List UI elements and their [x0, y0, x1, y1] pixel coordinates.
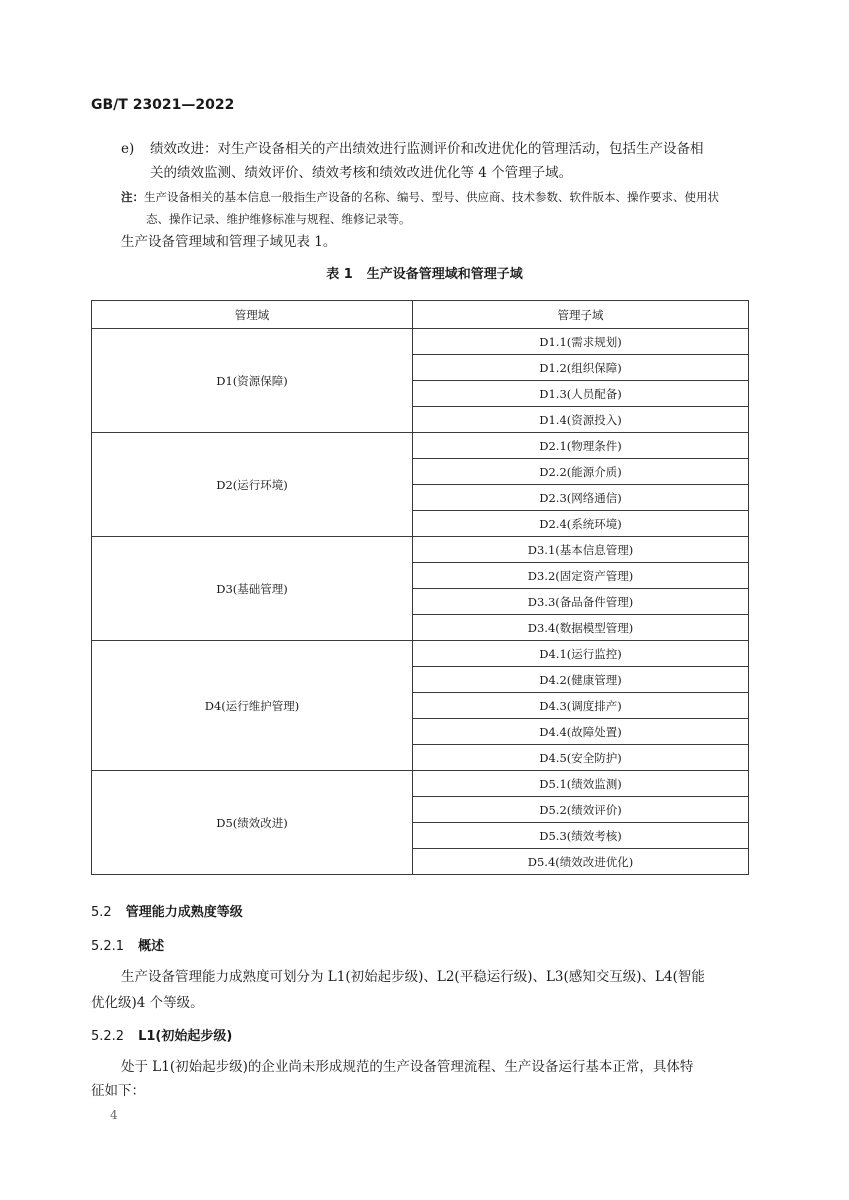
- section-5-2-2-line2: 征如下：: [91, 1083, 145, 1099]
- subdomain-cell: D1.1(需求规划): [413, 329, 749, 355]
- section-title: L1(初始起步级): [138, 1029, 233, 1044]
- col-header-domain: 管理域: [92, 301, 413, 329]
- management-domain-table: [91, 300, 749, 875]
- table-reference: 生产设备管理域和管理子域见表 1。: [121, 234, 337, 250]
- note-text-line1: 生产设备相关的基本信息一般指生产设备的名称、编号、型号、供应商、技术参数、软件版本、操作要求、使用状: [144, 190, 719, 204]
- subdomain-cell: D2.4(系统环境): [413, 511, 749, 537]
- table-row: [92, 433, 749, 459]
- subdomain-cell: D5.1(绩效监测): [413, 771, 749, 797]
- section-5-2-1-line1: 生产设备管理能力成熟度可划分为 L1(初始起步级)、L2(平稳运行级)、L3(感知交互级)、L4(智能: [121, 969, 705, 985]
- section-number: 5.2.2: [91, 1029, 125, 1044]
- note-line1: [121, 186, 719, 208]
- domain-cell-d2: D2(运行环境): [92, 433, 413, 537]
- subdomain-cell: D2.2(能源介质): [413, 459, 749, 485]
- item-e-marker: e): [121, 141, 135, 157]
- item-e-line2: 关的绩效监测、绩效评价、绩效考核和绩效改进优化等 4 个管理子域。: [150, 165, 573, 181]
- table-caption-title: 生产设备管理域和管理子域: [366, 267, 523, 282]
- section-5-2-heading: [91, 901, 243, 920]
- section-title: 管理能力成熟度等级: [125, 905, 243, 920]
- subdomain-cell: D3.4(数据模型管理): [413, 615, 749, 641]
- subdomain-cell: D2.3(网络通信): [413, 485, 749, 511]
- table-header-row: [92, 301, 749, 329]
- subdomain-cell: D3.2(固定资产管理): [413, 563, 749, 589]
- subdomain-cell: D3.1(基本信息管理): [413, 537, 749, 563]
- subdomain-cell: D5.2(绩效评价): [413, 797, 749, 823]
- subdomain-cell: D4.5(安全防护): [413, 745, 749, 771]
- domain-cell-d5: D5(绩效改进): [92, 771, 413, 875]
- subdomain-cell: D4.2(健康管理): [413, 667, 749, 693]
- table-caption-number: 表 1: [326, 267, 353, 282]
- subdomain-cell: D4.3(调度排产): [413, 693, 749, 719]
- subdomain-cell: D1.4(资源投入): [413, 407, 749, 433]
- subdomain-cell: D2.1(物理条件): [413, 433, 749, 459]
- subdomain-cell: D1.3(人员配备): [413, 381, 749, 407]
- table-row: [92, 537, 749, 563]
- table-caption: [0, 263, 849, 282]
- table-row: [92, 641, 749, 667]
- page-number: 4: [110, 1108, 118, 1122]
- section-5-2-1-heading: [91, 935, 164, 954]
- table-row: [92, 329, 749, 355]
- section-number: 5.2.1: [91, 939, 125, 954]
- subdomain-cell: D5.4(绩效改进优化): [413, 849, 749, 875]
- section-title: 概述: [138, 939, 165, 954]
- note-line2: 态、操作记录、维护维修标准与规程、维修记录等。: [146, 212, 411, 226]
- subdomain-cell: D4.1(运行监控): [413, 641, 749, 667]
- subdomain-cell: D4.4(故障处置): [413, 719, 749, 745]
- section-5-2-1-line2: 优化级)4 个等级。: [91, 995, 204, 1011]
- subdomain-cell: D3.3(备品备件管理): [413, 589, 749, 615]
- table-row: [92, 771, 749, 797]
- standard-code-header: GB/T 23021—2022: [91, 97, 235, 113]
- section-5-2-2-line1: 处于 L1(初始起步级)的企业尚未形成规范的生产设备管理流程、生产设备运行基本正常，具体特: [121, 1059, 694, 1075]
- note-label: 注：: [121, 190, 144, 204]
- section-number: 5.2: [91, 905, 112, 920]
- domain-cell-d1: D1(资源保障): [92, 329, 413, 433]
- domain-cell-d3: D3(基础管理): [92, 537, 413, 641]
- subdomain-cell: D5.3(绩效考核): [413, 823, 749, 849]
- subdomain-cell: D1.2(组织保障): [413, 355, 749, 381]
- item-e-line1: 绩效改进：对生产设备相关的产出绩效进行监测评价和改进优化的管理活动，包括生产设备相: [150, 141, 704, 157]
- col-header-subdomain: 管理子域: [413, 301, 749, 329]
- section-5-2-2-heading: [91, 1025, 232, 1044]
- domain-cell-d4: D4(运行维护管理): [92, 641, 413, 771]
